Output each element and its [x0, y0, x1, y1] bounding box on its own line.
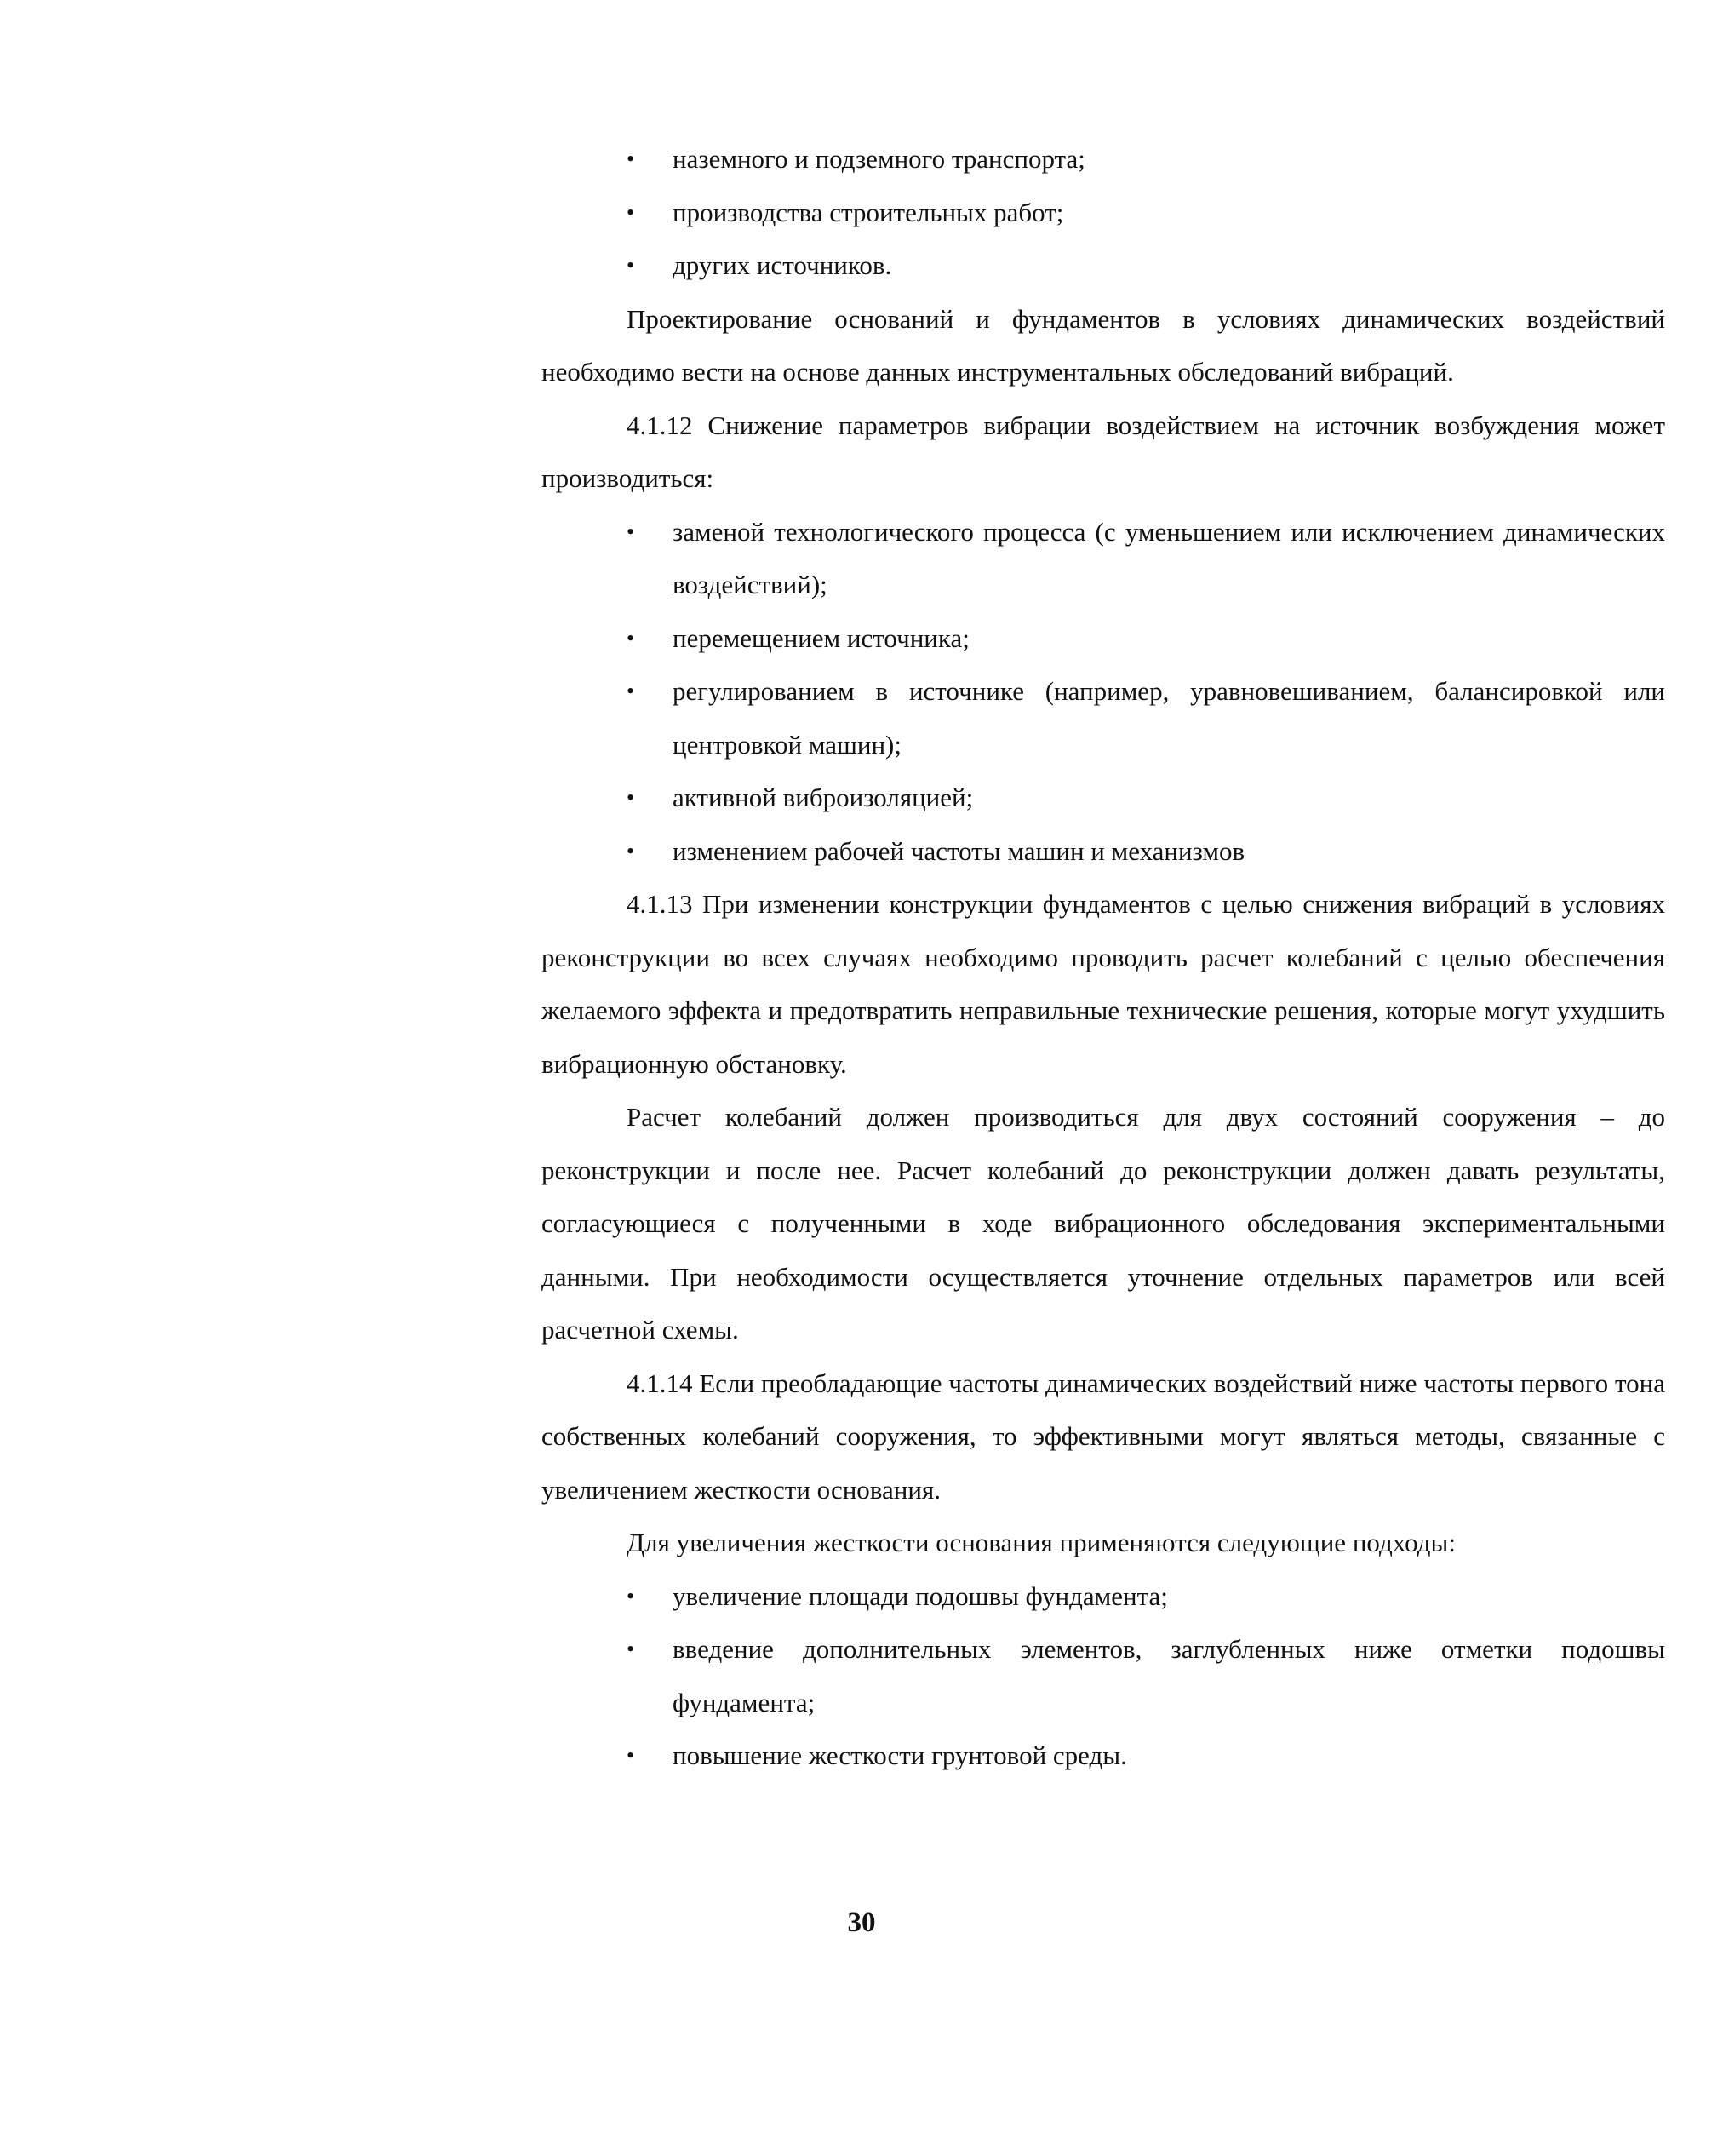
paragraph-design: Проектирование оснований и фундаментов в условиях динамических воздействий необходимо вести на основе данных инструментальных обследований вибраций. [541, 303, 1665, 387]
page-number: 30 [847, 1907, 876, 1938]
list-item: • увеличение площади подошвы фундамента; [541, 1570, 1665, 1624]
bullet-icon: • [627, 1637, 635, 1661]
paragraph-4-1-14: 4.1.14 Если преобладающие частоты динамических воздействий ниже частоты первого тона собственных колебаний сооружения, то эффективными могут являться методы, связанные с увеличением жесткости основания. [541, 1368, 1665, 1505]
bullet-icon: • [627, 253, 635, 278]
bullet-list-source-measures [541, 506, 1665, 879]
bullet-icon: • [627, 1583, 635, 1608]
page-body [541, 133, 1665, 1783]
list-item: • изменением рабочей частоты машин и механизмов [541, 825, 1665, 879]
paragraph-calculation: Расчет колебаний должен производиться для двух состояний сооружения – до реконструкции и после нее. Расчет колебаний до реконструкции должен давать результаты, согласующиеся с полученными в ходе вибрационного обследования экспериментальными данными. При необходимости осуществляется уточнение отдельных параметров или всей расчетной схемы. [541, 1102, 1665, 1345]
bullet-list-stiffness-approaches [541, 1570, 1665, 1783]
list-item: • повышение жесткости грунтовой среды. [541, 1729, 1665, 1783]
list-item: • введение дополнительных элементов, заглубленных ниже отметки подошвы фундамента; [541, 1623, 1665, 1729]
list-item: • регулированием в источнике (например, уравновешиванием, балансировкой или центровкой машин); [541, 665, 1665, 771]
paragraph-approaches: Для увеличения жесткости основания применяются следующие подходы: [627, 1528, 1456, 1557]
bullet-icon: • [627, 625, 635, 651]
bullet-list-vibration-sources [541, 133, 1665, 293]
paragraph-4-1-12: 4.1.12 Снижение параметров вибрации воздействием на источник возбуждения может производиться: [541, 410, 1665, 493]
bullet-icon: • [627, 146, 635, 171]
list-item: • наземного и подземного транспорта; [541, 133, 1665, 186]
list-item: • перемещением источника; [541, 612, 1665, 666]
list-item: • других источников. [541, 239, 1665, 293]
list-item: • производства строительных работ; [541, 186, 1665, 240]
bullet-icon: • [627, 199, 635, 225]
bullet-icon: • [627, 519, 635, 544]
list-item: • заменой технологического процесса (с уменьшением или исключением динамических воздействий); [541, 506, 1665, 612]
list-item: • активной виброизоляцией; [541, 771, 1665, 825]
paragraph-4-1-13: 4.1.13 При изменении конструкции фундаментов с целью снижения вибраций в условиях реконструкции во всех случаях необходимо проводить расчет колебаний с целью обеспечения желаемого эффекта и предотвратить неправильные технические решения, которые могут ухудшить вибрационную обстановку. [541, 889, 1665, 1079]
bullet-icon: • [627, 1743, 635, 1768]
bullet-icon: • [627, 785, 635, 810]
bullet-icon: • [627, 679, 635, 703]
bullet-icon: • [627, 838, 635, 863]
